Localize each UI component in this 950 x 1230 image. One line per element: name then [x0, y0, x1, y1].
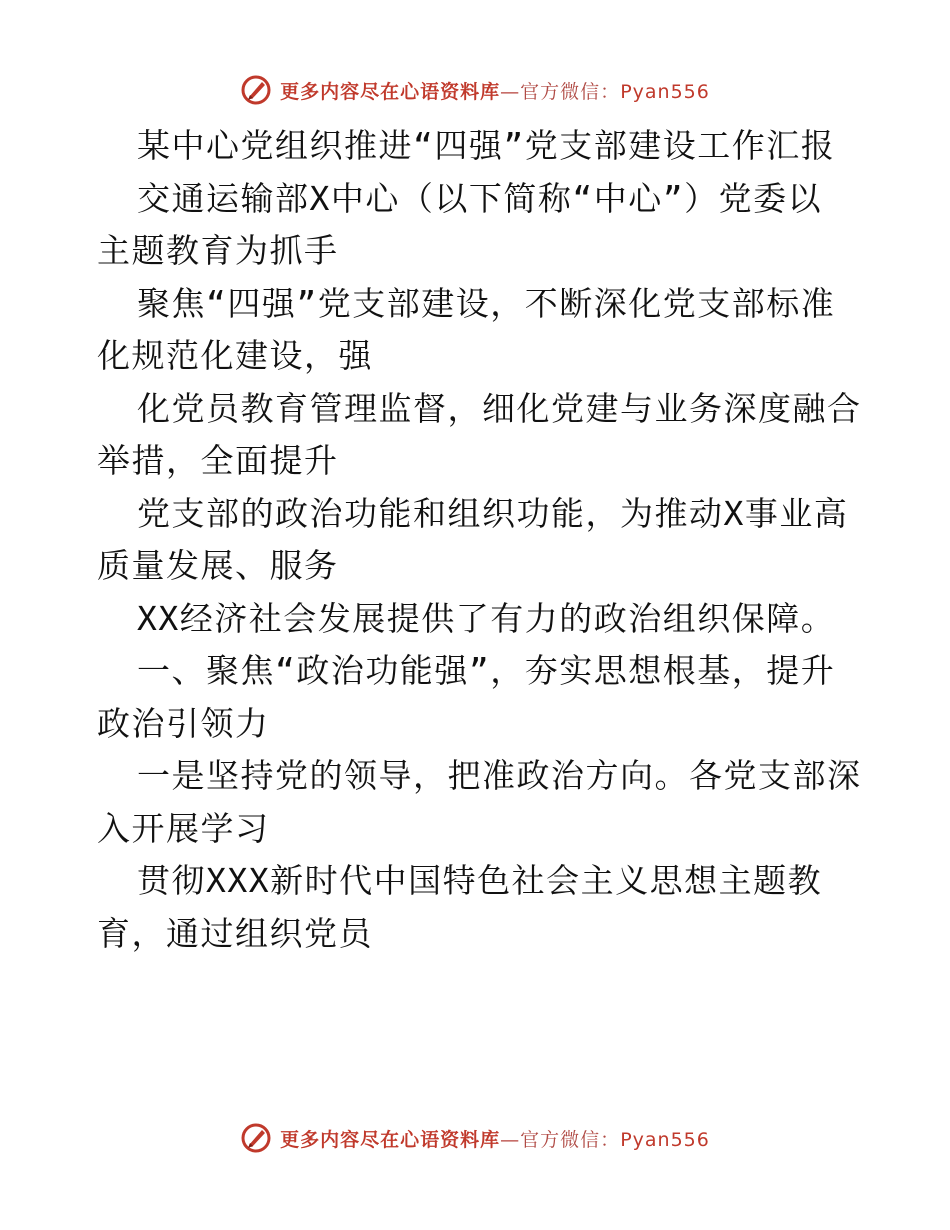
paragraph-line: 质量发展、服务 [97, 546, 339, 585]
pen-circle-logo-icon [240, 1122, 272, 1154]
paragraph-line: 育，通过组织党员 [97, 913, 373, 953]
banner-text [280, 77, 710, 104]
document-body [97, 120, 862, 960]
paragraph-line: 化党员教育管理监督，细化党建与业务深度融合 [137, 388, 862, 428]
paragraph-line: 化规范化建设，强 [97, 336, 373, 375]
paragraph-line: 党支部的政治功能和组织功能，为推动X事业高 [137, 493, 849, 533]
paragraph-line: 举措，全面提升 [97, 441, 339, 480]
banner-wechat-label: 官方微信： [520, 1128, 621, 1151]
banner-wechat-id: Pyan556 [620, 80, 710, 103]
banner-brand-text: 更多内容尽在心语资料库 [280, 1128, 501, 1151]
banner-wechat-id: Pyan556 [620, 1128, 710, 1151]
section-heading-line: 一、聚焦“政治功能强”，夯实思想根基，提升 [137, 651, 836, 690]
document-title: 某中心党组织推进“四强”党支部建设工作汇报 [137, 126, 836, 165]
footer-watermark-banner [0, 1118, 950, 1158]
paragraph-line: 主题教育为抓手 [97, 231, 339, 270]
banner-brand-text: 更多内容尽在心语资料库 [280, 80, 501, 103]
pen-circle-logo-icon [240, 74, 272, 106]
banner-wechat-label: 官方微信： [520, 80, 621, 103]
section-heading-line: 政治引领力 [97, 703, 270, 743]
paragraph-line: XX经济社会发展提供了有力的政治组织保障。 [137, 598, 836, 638]
paragraph-line: 贯彻XXX新时代中国特色社会主义思想主题教 [137, 861, 823, 900]
paragraph-line: 聚焦“四强”党支部建设，不断深化党支部标准 [137, 283, 836, 323]
banner-text [280, 1125, 710, 1152]
banner-dash: — [500, 1128, 521, 1151]
header-watermark-banner [0, 70, 950, 110]
paragraph-line: 入开展学习 [97, 808, 270, 848]
paragraph-line: 一是坚持党的领导，把准政治方向。各党支部深 [137, 756, 862, 795]
paragraph-line: 交通运输部X中心（以下简称“中心”）党委以 [137, 178, 823, 218]
banner-dash: — [500, 80, 521, 103]
